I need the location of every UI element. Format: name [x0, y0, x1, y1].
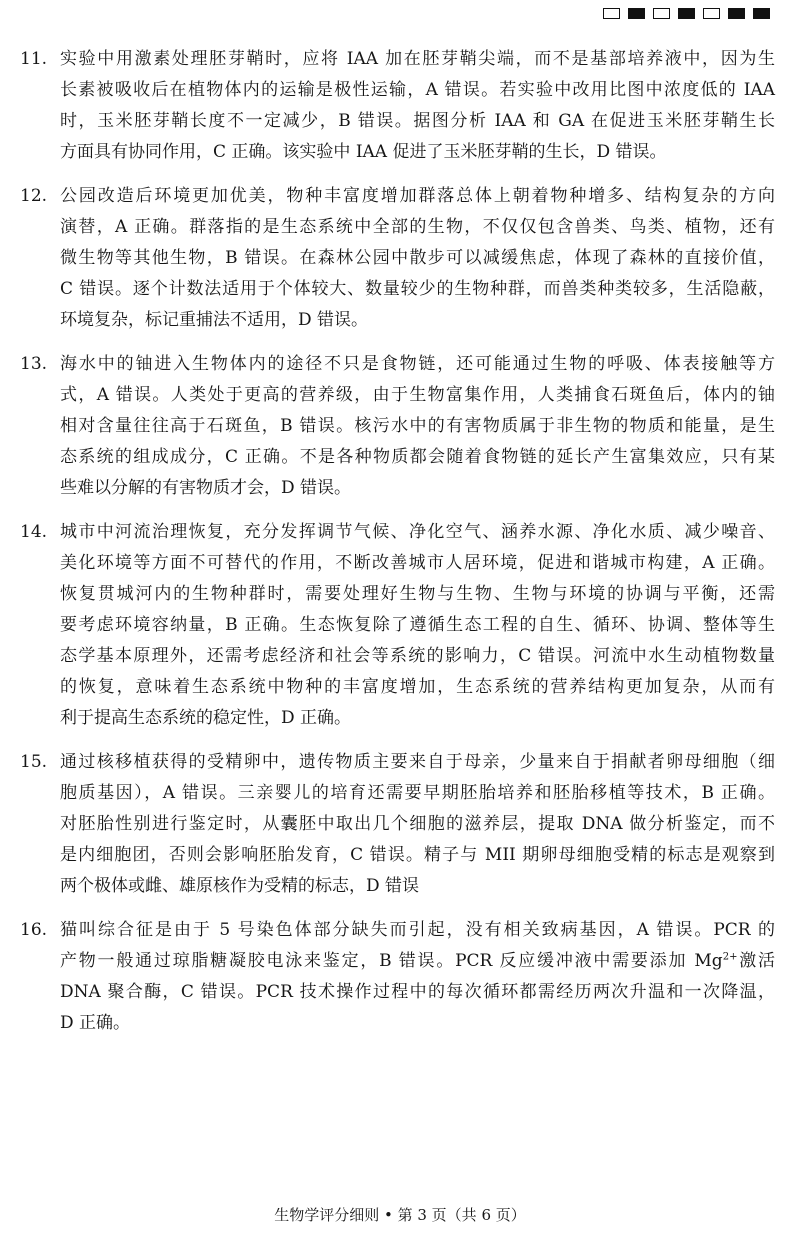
text-line: 利于提高生态系统的稳定性，D 正确。 [60, 708, 352, 728]
text-line: 微生物等其他生物，B 错误。在森林公园中散步可以减缓焦虑，体现了森林的直接价值， [60, 248, 775, 268]
corner-mark [628, 8, 645, 19]
text-line: 要考虑环境容纳量，B 正确。生态恢复除了遵循生态工程的自生、循环、协调、整体等生 [60, 615, 775, 635]
text-segment: 产物一般通过琼脂糖凝胶电泳来鉴定，B 错误。PCR 反应缓冲液中需要添加 Mg [60, 951, 723, 971]
answer-item-12 [20, 181, 775, 336]
item-number: 12. [20, 186, 48, 206]
text-line-with-superscript [60, 946, 775, 977]
text-line: 方面具有协同作用，C 正确。该实验中 IAA 促进了玉米胚芽鞘的生长，D 错误。 [60, 142, 667, 162]
corner-mark [653, 8, 670, 19]
text-line: 美化环境等方面不可替代的作用，不断改善城市人居环境，促进和谐城市构建，A 正确。 [60, 553, 775, 573]
text-line: 些难以分解的有害物质才会，D 错误。 [60, 478, 352, 498]
item-number: 11. [20, 49, 48, 69]
text-line: 海水中的铀进入生物体内的途径不只是食物链，还可能通过生物的呼吸、体表接触等方 [60, 354, 775, 374]
text-segment: 激活 [737, 951, 775, 971]
text-line: 演替，A 正确。群落指的是生态系统中全部的生物，不仅仅包含兽类、鸟类、植物，还有 [60, 217, 775, 237]
page-corner-marks [603, 8, 770, 19]
text-line: 相对含量往往高于石斑鱼，B 错误。核污水中的有害物质属于非生物的物质和能量，是生 [60, 416, 775, 436]
item-number: 16. [20, 920, 48, 940]
text-line: 是内细胞团，否则会影响胚胎发育，C 错误。精子与 MII 期卵母细胞受精的标志是观察到 [60, 845, 775, 865]
text-line: DNA 聚合酶，C 错误。PCR 技术操作过程中的每次循环都需经历两次升温和一次降温， [60, 982, 775, 1002]
answer-item-13 [20, 349, 775, 504]
answer-item-16 [20, 915, 775, 1039]
text-line: 两个极体或雌、雄原核作为受精的标志，D 错误 [60, 876, 420, 896]
item-number: 13. [20, 354, 48, 374]
text-line: 的恢复，意味着生态系统中物种的丰富度增加，生态系统的营养结构更加复杂，从而有 [60, 677, 775, 697]
text-line: 对胚胎性别进行鉴定时，从囊胚中取出几个细胞的滋养层，提取 DNA 做分析鉴定，而不 [60, 814, 775, 834]
text-line: 猫叫综合征是由于 5 号染色体部分缺失而引起，没有相关致病基因，A 错误。PCR 的 [60, 920, 775, 940]
text-line: 时，玉米胚芽鞘长度不一定减少，B 错误。据图分析 IAA 和 GA 在促进玉米胚芽鞘生长 [60, 111, 775, 131]
text-line: D 正确。 [60, 1013, 131, 1033]
text-line: 式，A 错误。人类处于更高的营养级，由于生物富集作用，人类捕食石斑鱼后，体内的铀 [60, 385, 775, 405]
text-line: 城市中河流治理恢复，充分发挥调节气候、净化空气、涵养水源、净化水质、减少噪音、 [60, 522, 775, 542]
text-line: 实验中用激素处理胚芽鞘时，应将 IAA 加在胚芽鞘尖端，而不是基部培养液中，因为生 [60, 49, 775, 69]
answer-item-11 [20, 44, 775, 168]
text-line: 态系统的组成成分，C 正确。不是各种物质都会随着食物链的延长产生富集效应，只有某 [60, 447, 775, 467]
answer-item-15 [20, 747, 775, 902]
corner-mark [753, 8, 770, 19]
text-line: 长素被吸收后在植物体内的运输是极性运输，A 错误。若实验中改用比图中浓度低的 IAA [60, 80, 775, 100]
text-line: 通过核移植获得的受精卵中，遗传物质主要来自于母亲，少量来自于捐献者卵母细胞（细 [60, 752, 775, 772]
corner-mark [703, 8, 720, 19]
page-footer: 生物学评分细则 • 第 3 页（共 6 页） [274, 1206, 526, 1224]
answer-item-14 [20, 517, 775, 734]
superscript-charge: 2+ [722, 951, 738, 963]
corner-mark [603, 8, 620, 19]
answer-explanations [20, 44, 775, 1052]
item-number: 15. [20, 752, 48, 772]
text-line: 恢复贯城河内的生物种群时，需要处理好生物与生物、生物与环境的协调与平衡，还需 [60, 584, 775, 604]
corner-mark [678, 8, 695, 19]
text-line: 态学基本原理外，还需考虑经济和社会等系统的影响力，C 错误。河流中水生动植物数量 [60, 646, 775, 666]
text-line: 公园改造后环境更加优美，物种丰富度增加群落总体上朝着物种增多、结构复杂的方向 [60, 186, 775, 206]
item-number: 14. [20, 522, 48, 542]
text-line: 胞质基因），A 错误。三亲婴儿的培育还需要早期胚胎培养和胚胎移植等技术，B 正确。 [60, 783, 775, 803]
text-line: 环境复杂，标记重捕法不适用，D 错误。 [60, 310, 369, 330]
corner-mark [728, 8, 745, 19]
text-line: C 错误。逐个计数法适用于个体较大、数量较少的生物种群，而兽类种类较多，生活隐蔽， [60, 279, 775, 299]
